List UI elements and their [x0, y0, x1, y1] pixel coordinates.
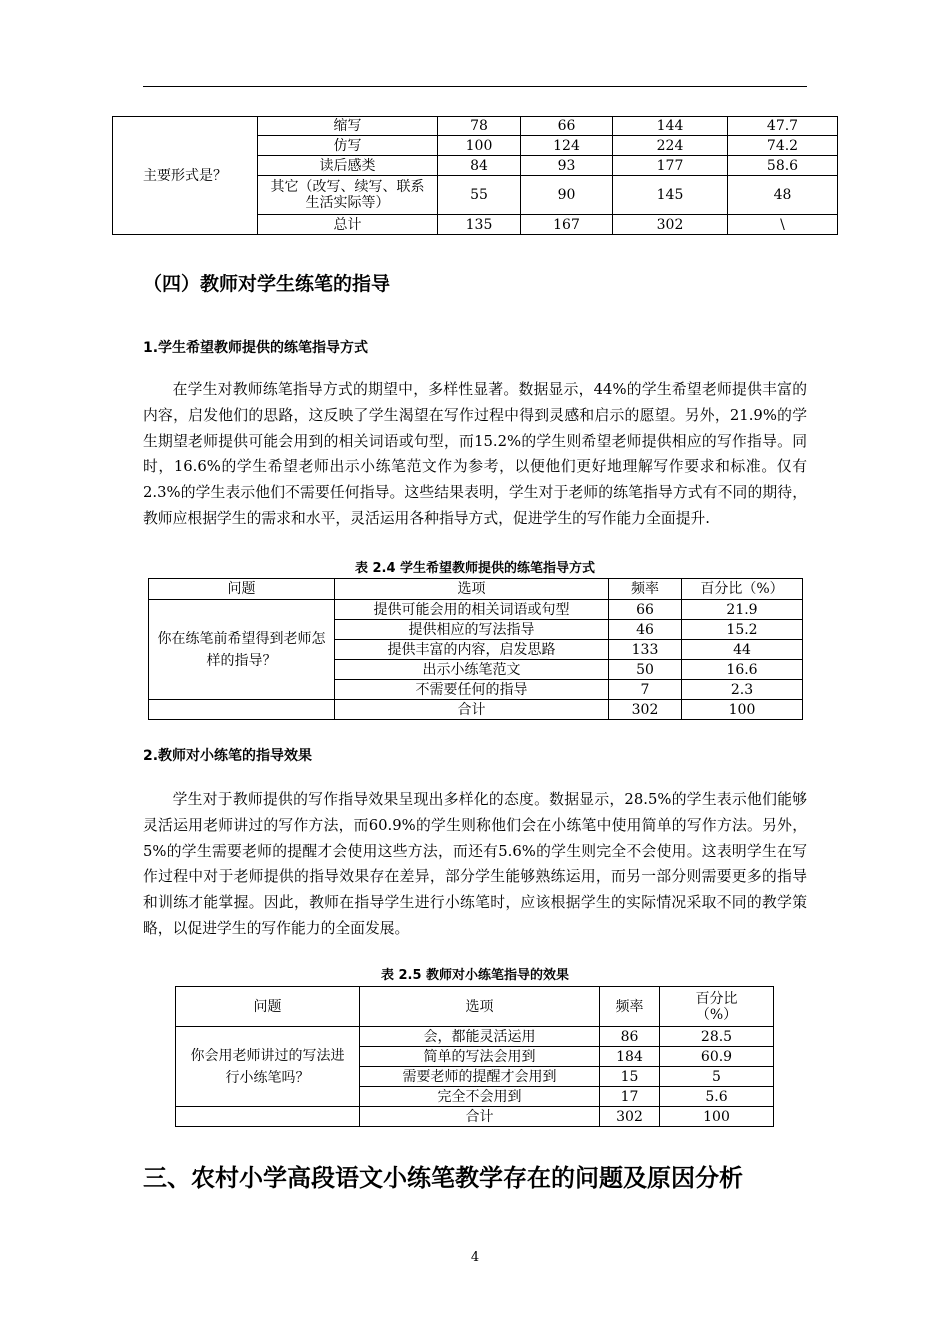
value-cell: 58.6 [728, 156, 838, 176]
value-cell: 74.2 [728, 136, 838, 156]
header-cell: 百分比（%） [682, 579, 803, 600]
value-cell: 2.3 [682, 680, 803, 700]
value-cell: 21.9 [682, 600, 803, 620]
option-cell: 需要老师的提醒才会用到 [360, 1067, 600, 1087]
option-cell: 提供可能会用的相关词语或句型 [335, 600, 609, 620]
option-cell: 合计 [335, 700, 609, 720]
table-row [176, 1027, 774, 1047]
value-cell: 78 [438, 117, 521, 136]
header-cell: 频率 [600, 987, 660, 1027]
value-cell: 66 [609, 600, 682, 620]
section-heading: （四）教师对学生练笔的指导 [143, 273, 391, 295]
value-cell: 15 [600, 1067, 660, 1087]
table-caption: 表 2.5 教师对小练笔指导的效果 [380, 968, 570, 983]
header-cell: 问题 [176, 987, 360, 1027]
value-cell: 7 [609, 680, 682, 700]
value-cell: 50 [609, 660, 682, 680]
value-cell: 133 [609, 640, 682, 660]
value-cell: 60.9 [660, 1047, 774, 1067]
table-total-row [176, 1107, 774, 1127]
guidance-methods-table [148, 578, 803, 720]
value-cell: 177 [613, 156, 728, 176]
header-cell: 选项 [360, 987, 600, 1027]
value-cell: 135 [438, 215, 521, 235]
value-cell: 302 [600, 1107, 660, 1127]
question-cell: 你在练笔前希望得到老师怎样的指导？ [149, 600, 335, 700]
table-row [113, 117, 838, 136]
table-header-row [149, 579, 803, 600]
value-cell: 16.6 [682, 660, 803, 680]
value-cell: 224 [613, 136, 728, 156]
value-cell: 44 [682, 640, 803, 660]
question-cell: 你会用老师讲过的写法进行小练笔吗？ [176, 1027, 360, 1107]
value-cell: 46 [609, 620, 682, 640]
table-row [149, 600, 803, 620]
value-cell: 100 [660, 1107, 774, 1127]
page-number: 4 [470, 1250, 480, 1265]
body-paragraph: 在学生对教师练笔指导方式的期望中，多样性显著。数据显示，44%的学生希望老师提供丰富的内容，启发他们的思路，这反映了学生渴望在写作过程中得到灵感和启示的愿望。另外，21.9%的学生期望老师提供可能会用到的相关词语或句型，而15.2%的学生则希望老师提供相应的写作指导。同时，16.6%的学生希望老师出示小练笔范文作为参考，以便他们更好地理解写作要求和标准。仅有2.3%的学生表示他们不需要任何指导。这些结果表明，学生对于老师的练笔指导方式有不同的期待，教师应根据学生的需求和水平，灵活运用各种指导方式，促进学生的写作能力全面提升. [143, 381, 807, 527]
value-cell: 5.6 [660, 1087, 774, 1107]
option-cell: 完全不会用到 [360, 1087, 600, 1107]
option-cell: 提供丰富的内容，启发思路 [335, 640, 609, 660]
option-cell: 会，都能灵活运用 [360, 1027, 600, 1047]
value-cell: 167 [521, 215, 613, 235]
value-cell: 184 [600, 1047, 660, 1067]
table-header-row [176, 987, 774, 1027]
value-cell: 15.2 [682, 620, 803, 640]
value-cell: 302 [609, 700, 682, 720]
writing-forms-table [112, 116, 838, 235]
value-cell: 47.7 [728, 117, 838, 136]
value-cell: 86 [600, 1027, 660, 1047]
value-cell: 145 [613, 176, 728, 215]
question-cell: 主要形式是？ [113, 117, 258, 235]
value-cell: 48 [728, 176, 838, 215]
value-cell: 28.5 [660, 1027, 774, 1047]
value-cell: 302 [613, 215, 728, 235]
value-cell: 144 [613, 117, 728, 136]
guidance-effect-table [175, 986, 774, 1127]
header-cell: 问题 [149, 579, 335, 600]
value-cell: 5 [660, 1067, 774, 1087]
value-cell: 90 [521, 176, 613, 215]
header-rule [143, 86, 807, 87]
header-cell: 选项 [335, 579, 609, 600]
option-cell: 读后感类 [258, 156, 438, 176]
value-cell: \ [728, 215, 838, 235]
value-cell: 124 [521, 136, 613, 156]
table-total-row [149, 700, 803, 720]
option-cell: 提供相应的写法指导 [335, 620, 609, 640]
value-cell: 66 [521, 117, 613, 136]
chapter-heading: 三、农村小学高段语文小练笔教学存在的问题及原因分析 [143, 1164, 743, 1192]
subsection-heading: 2.教师对小练笔的指导效果 [143, 748, 313, 764]
option-cell: 出示小练笔范文 [335, 660, 609, 680]
option-cell: 合计 [360, 1107, 600, 1127]
value-cell: 100 [682, 700, 803, 720]
value-cell: 100 [438, 136, 521, 156]
subsection-heading: 1.学生希望教师提供的练笔指导方式 [143, 340, 369, 356]
option-cell: 简单的写法会用到 [360, 1047, 600, 1067]
option-cell: 仿写 [258, 136, 438, 156]
body-paragraph: 学生对于教师提供的写作指导效果呈现出多样化的态度。数据显示，28.5%的学生表示他们能够灵活运用老师讲过的写作方法，而60.9%的学生则称他们会在小练笔中使用简单的写作方法。另外，5%的学生需要老师的提醒才会使用这些方法，而还有5.6%的学生则完全不会使用。这表明学生在写作过程中对于老师提供的指导效果存在差异，部分学生能够熟练运用，而另一部分则需要更多的指导和训练才能掌握。因此，教师在指导学生进行小练笔时，应该根据学生的实际情况采取不同的教学策略，以促进学生的写作能力的全面发展。 [143, 791, 807, 937]
value-cell: 17 [600, 1087, 660, 1107]
value-cell: 55 [438, 176, 521, 215]
option-cell: 缩写 [258, 117, 438, 136]
value-cell: 84 [438, 156, 521, 176]
option-cell: 其它（改写、续写、联系生活实际等） [258, 176, 438, 215]
option-cell: 不需要任何的指导 [335, 680, 609, 700]
header-cell: 频率 [609, 579, 682, 600]
value-cell: 93 [521, 156, 613, 176]
option-cell: 总计 [258, 215, 438, 235]
header-cell: 百分比（%） [660, 987, 774, 1027]
table-caption: 表 2.4 学生希望教师提供的练笔指导方式 [354, 561, 596, 576]
